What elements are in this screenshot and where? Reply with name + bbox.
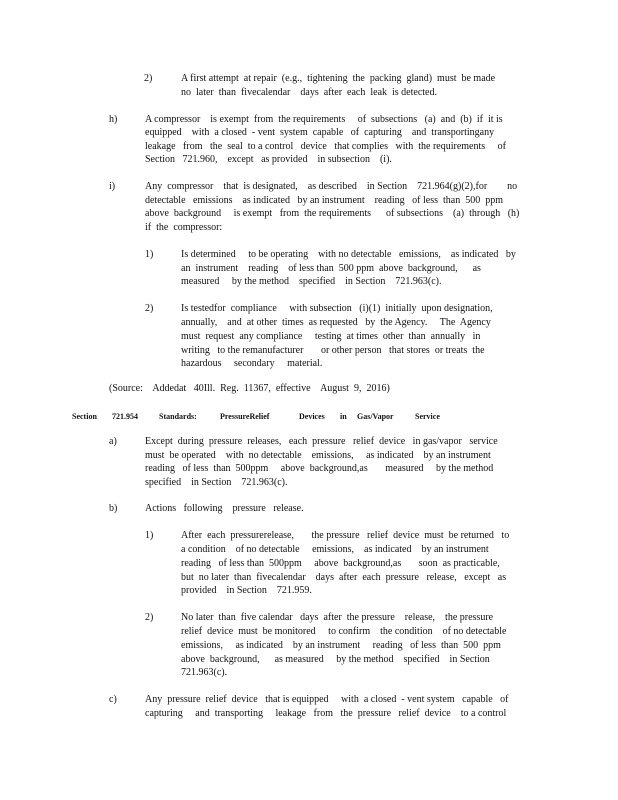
paragraph-line: reading of less than 500ppm above background,as measured by the method bbox=[145, 463, 494, 474]
paragraph-line: Actions following pressure release. bbox=[145, 503, 304, 514]
paragraph-line: Section 721.960, except as provided in subsection (i). bbox=[145, 154, 392, 165]
item-marker: 2) bbox=[145, 612, 154, 623]
paragraph-line: relief device must be monitored to confirm the condition of no detectable bbox=[181, 626, 507, 637]
item-marker: c) bbox=[109, 694, 117, 705]
paragraph-line: No later than five calendar days after the pressure release, the pressure bbox=[181, 612, 494, 623]
paragraph-line: annually, and at other times as requested by the Agency. The Agency bbox=[181, 317, 491, 328]
section-label: Section bbox=[72, 412, 97, 421]
paragraph-line: Any compressor that is designated, as described in Section 721.964(g)(2),for no bbox=[145, 181, 518, 192]
section-number: 721.954 bbox=[112, 412, 138, 421]
paragraph-line: writing to the remanufacturer or other person that stores or treats the bbox=[181, 345, 485, 356]
paragraph-line: Any pressure relief device that is equipped with a closed - vent system capable of bbox=[145, 694, 509, 705]
paragraph-line: A first attempt at repair (e.g., tightening the packing gland) must be made bbox=[181, 73, 496, 84]
paragraph-line: reading of less than 500ppm above background,as soon as practicable, bbox=[181, 558, 500, 569]
paragraph-line: must be operated with no detectable emissions, as indicated by an instrument bbox=[145, 450, 491, 461]
paragraph-line: measured by the method specified in Section 721.963(c). bbox=[181, 276, 442, 287]
paragraph-line: equipped with a closed - vent system capable of capturing and transportingany bbox=[145, 127, 495, 138]
section-title-word: Gas/Vapor bbox=[357, 412, 394, 421]
paragraph-line: capturing and transporting leakage from the pressure relief device to a control bbox=[145, 708, 507, 719]
paragraph-line: must request any compliance testing at times other than annually in bbox=[181, 331, 481, 342]
section-title-word: in bbox=[340, 412, 347, 421]
paragraph-line: After each pressurerelease, the pressure relief device must be returned to bbox=[181, 530, 510, 541]
paragraph-line: provided in Section 721.959. bbox=[181, 585, 312, 596]
item-marker: i) bbox=[109, 181, 116, 192]
section-title-word: Service bbox=[415, 412, 440, 421]
item-marker: 2) bbox=[144, 73, 153, 84]
paragraph-line: no later than fivecalendar days after each leak is detected. bbox=[181, 87, 437, 98]
item-marker: 2) bbox=[145, 303, 154, 314]
item-marker: b) bbox=[109, 503, 118, 514]
section-title-word: PressureRelief bbox=[220, 412, 270, 421]
item-marker: h) bbox=[109, 114, 118, 125]
paragraph-line: an instrument reading of less than 500 ppm above background, as bbox=[181, 263, 481, 274]
item-marker: 1) bbox=[145, 530, 154, 541]
paragraph-line: a condition of no detectable emissions, as indicated by an instrument bbox=[181, 544, 489, 555]
section-title-word: Standards: bbox=[159, 412, 197, 421]
paragraph-line: A compressor is exempt from the requirements of subsections (a) and (b) if it is bbox=[145, 114, 503, 125]
paragraph-line: hazardous secondary material. bbox=[181, 358, 323, 369]
paragraph-line: emissions, as indicated by an instrument reading of less than 500 ppm bbox=[181, 640, 501, 651]
paragraph-line: Is testedfor compliance with subsection (i)(1) initially upon designation, bbox=[181, 303, 493, 314]
paragraph-line: Is determined to be operating with no detectable emissions, as indicated by bbox=[181, 249, 516, 260]
paragraph-line: specified in Section 721.963(c). bbox=[145, 477, 288, 488]
paragraph-line: above background, as measured by the method specified in Section bbox=[181, 654, 490, 665]
paragraph-line: above background is exempt from the requirements of subsections (a) through (h) bbox=[145, 208, 520, 219]
paragraph-line: leakage from the seal to a control device that complies with the requirements of bbox=[145, 141, 506, 152]
paragraph-line: but no later than fivecalendar days after each pressure release, except as bbox=[181, 572, 507, 583]
item-marker: 1) bbox=[145, 249, 154, 260]
section-title-word: Devices bbox=[299, 412, 325, 421]
paragraph-line: Except during pressure releases, each pressure relief device in gas/vapor service bbox=[145, 436, 498, 447]
paragraph-line: detectable emissions as indicated by an instrument reading of less than 500 ppm bbox=[145, 195, 503, 206]
item-marker: a) bbox=[109, 436, 117, 447]
paragraph-line: if the compressor: bbox=[145, 222, 223, 233]
paragraph-line: 721.963(c). bbox=[181, 667, 228, 678]
source-note: (Source: Addedat 40Ill. Reg. 11367, effective August 9, 2016) bbox=[109, 383, 390, 394]
